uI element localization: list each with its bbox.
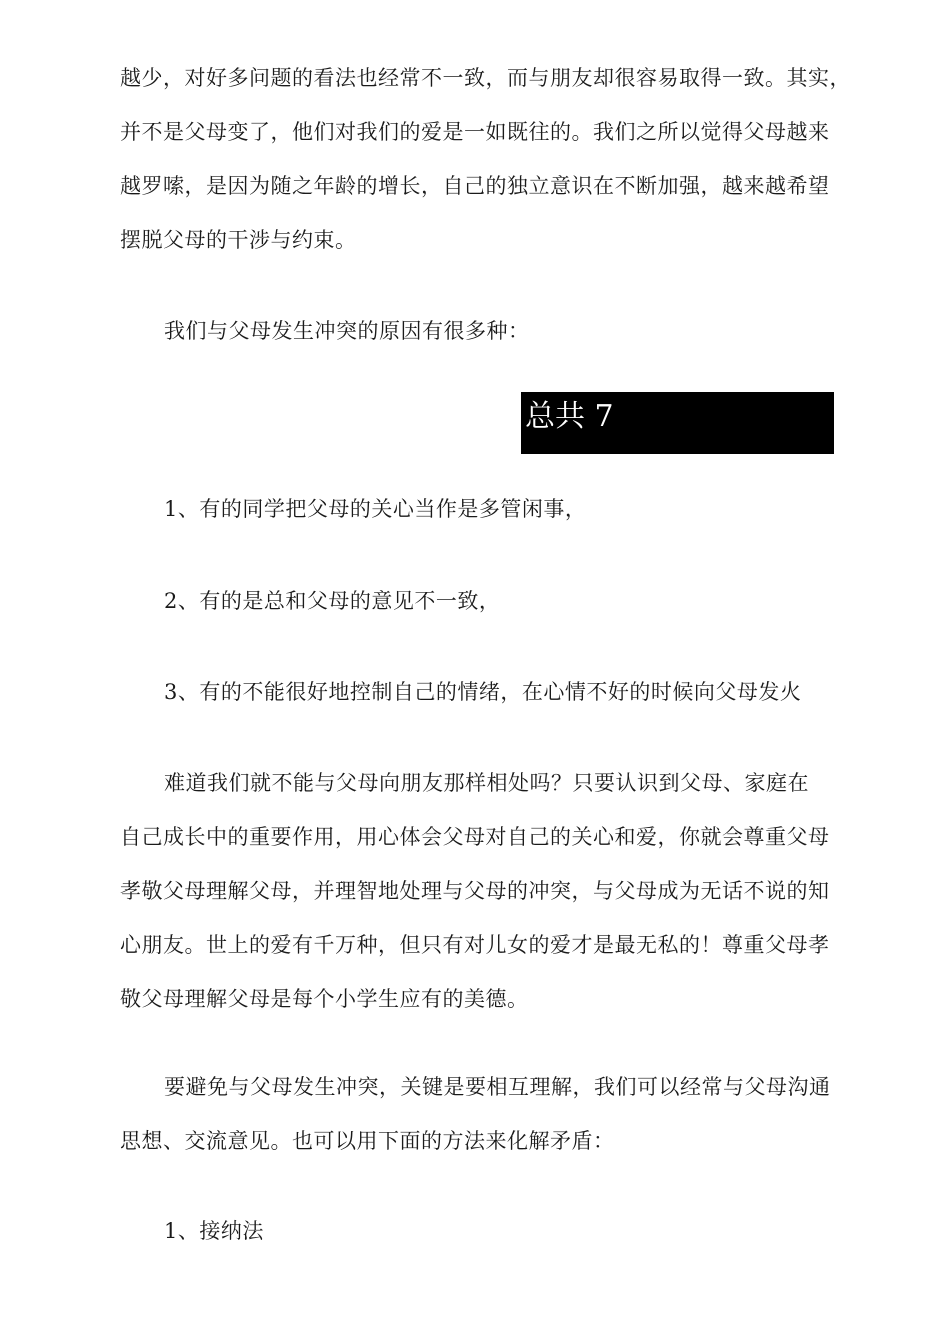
list-item-text: 1、有的同学把父母的关心当作是多管闲事， — [164, 497, 587, 521]
paragraph-line: 要避免与父母发生冲突，关键是要相互理解，我们可以经常与父母沟通 — [164, 1075, 831, 1099]
paragraph-line: 摆脱父母的干涉与约束。 — [120, 228, 357, 252]
paragraph-line: 自己成长中的重要作用，用心体会父母对自己的关心和爱，你就会尊重父母 — [120, 825, 830, 849]
list-item-cause-3 — [120, 665, 850, 719]
paragraph-line: 越罗嗦，是因为随之年龄的增长，自己的独立意识在不断加强，越来越希望 — [120, 174, 830, 198]
paragraph-line: 思想、交流意见。也可以用下面的方法来化解矛盾： — [120, 1129, 615, 1153]
list-item-text: 3、有的不能很好地控制自己的情绪，在心情不好的时候向父母发火 — [164, 680, 802, 704]
paragraph-line: 并不是父母变了，他们对我们的爱是一如既往的。我们之所以觉得父母越来 — [120, 120, 830, 144]
paragraph-causes-intro — [120, 304, 850, 358]
list-item-method-1 — [120, 1204, 850, 1258]
list-item-cause-2 — [120, 574, 850, 628]
paragraph-line: 敬父母理解父母是每个小学生应有的美德。 — [120, 987, 529, 1011]
paragraph-avoid-conflict — [120, 1060, 850, 1168]
list-item-cause-1 — [120, 482, 850, 536]
paragraph-line: 我们与父母发生冲突的原因有很多种： — [164, 319, 530, 343]
paragraph-line: 心朋友。世上的爱有千万种，但只有对儿女的爱才是最无私的！尊重父母孝 — [120, 933, 830, 957]
list-item-text: 2、有的是总和父母的意见不一致， — [164, 589, 501, 613]
paragraph-understanding — [120, 756, 850, 1026]
paragraph-line: 难道我们就不能与父母向朋友那样相处吗？只要认识到父母、家庭在 — [164, 771, 809, 795]
paragraph-line: 越少，对好多问题的看法也经常不一致，而与朋友却很容易取得一致。其实， — [120, 66, 851, 90]
paragraph-line: 孝敬父母理解父母，并理智地处理与父母的冲突，与父母成为无话不说的知 — [120, 879, 830, 903]
paragraph-intro — [120, 51, 850, 267]
list-item-text: 1、接纳法 — [164, 1219, 264, 1243]
total-banner: 总共 7 — [521, 392, 834, 454]
